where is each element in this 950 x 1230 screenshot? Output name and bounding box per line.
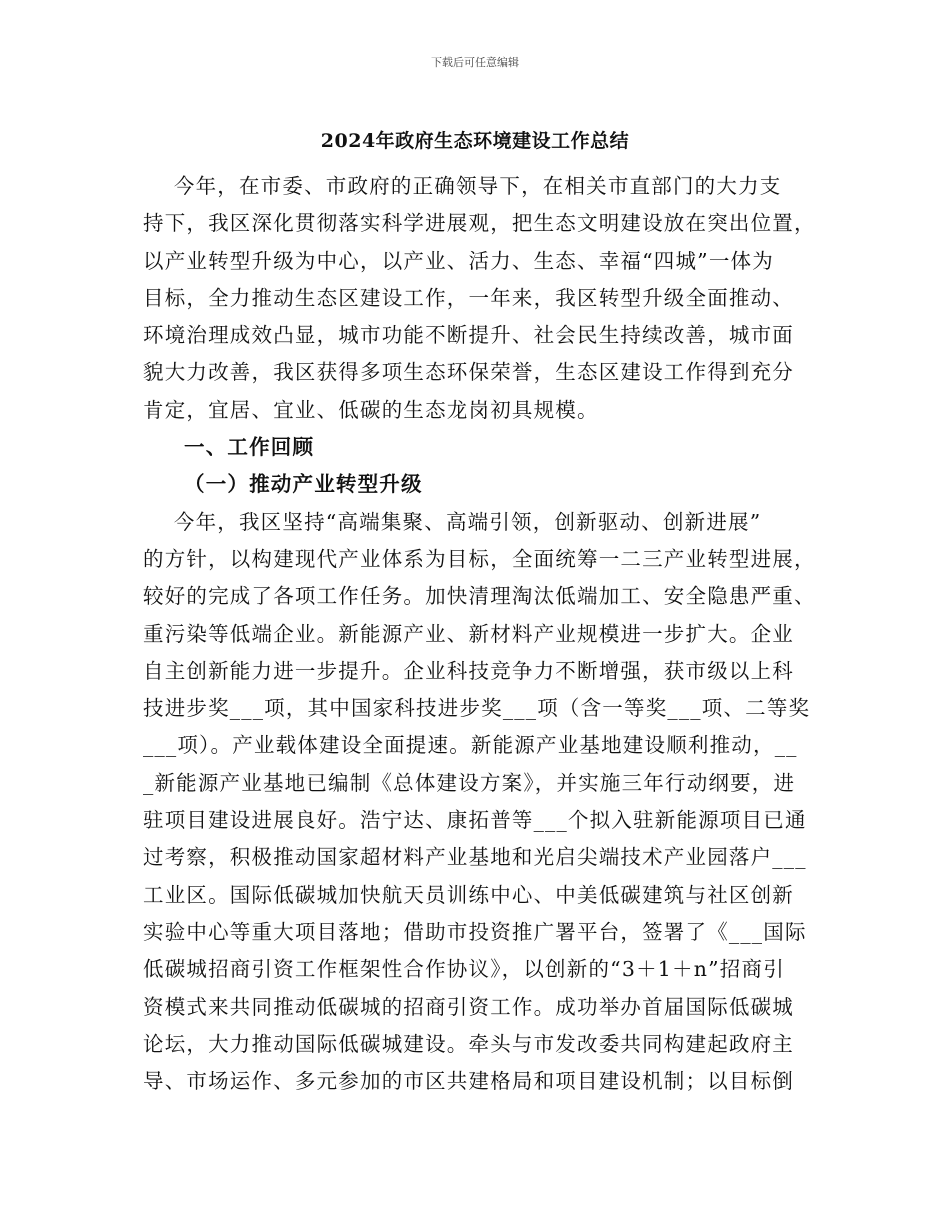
text-line: 过考察，积极推动国家超材料产业基地和光启尖端技术产业园落户___ <box>143 845 807 870</box>
text-line: 实验中心等重大项目落地；借助市投资推广署平台，签署了《___国际 <box>143 919 807 944</box>
text-line: 今年，在市委、市政府的正确领导下，在相关市直部门的大力支 <box>143 174 782 198</box>
section-heading: 一、工作回顾 <box>184 435 315 460</box>
text-line: 较好的完成了各项工作任务。加快清理淘汰低端加工、安全隐患严重、 <box>143 584 816 609</box>
document-body <box>143 168 815 1100</box>
text-line: 持下，我区深化贯彻落实科学进展观，把生态文明建设放在突出位置， <box>143 211 816 236</box>
text-line: 的方针，以构建现代产业体系为目标，全面统筹一二三产业转型进展， <box>143 546 816 571</box>
text-line: 目标，全力推动生态区建设工作，一年来，我区转型升级全面推动、 <box>143 285 794 310</box>
text-line: ___项）。产业载体建设全面提速。新能源产业基地建设顺利推动，__ <box>143 733 798 758</box>
body-paragraph <box>143 504 815 1101</box>
text-line: 论坛，大力推动国际低碳城建设。牵头与市发改委共同构建起政府主 <box>143 1031 794 1056</box>
text-line: 自主创新能力进一步提升。企业科技竞争力不断增强，获市级以上科 <box>143 658 794 683</box>
document-title: 2024年政府生态环境建设工作总结 <box>320 130 630 152</box>
subsection-heading: （一）推动产业转型升级 <box>184 472 423 497</box>
text-line: 资模式来共同推动低碳城的招商引资工作。成功举办首届国际低碳城 <box>143 994 794 1019</box>
text-line: 低碳城招商引资工作框架性合作协议》，以创新的“3＋1＋n”招商引 <box>143 957 785 982</box>
intro-paragraph <box>143 168 815 429</box>
header-note: 下载后可任意编辑 <box>431 56 519 69</box>
text-line: 今年，我区坚持“高端集聚、高端引领，创新驱动、创新进展” <box>143 509 762 534</box>
text-line: 肯定，宜居、宜业、低碳的生态龙岗初具规模。 <box>143 397 599 422</box>
text-line: _新能源产业基地已编制《总体建设方案》，并实施三年行动纲要，进 <box>143 770 796 795</box>
text-line: 导、市场运作、多元参加的市区共建格局和项目建设机制；以目标倒 <box>143 1069 794 1094</box>
text-line: 重污染等低端企业。新能源产业、新材料产业规模进一步扩大。企业 <box>143 621 794 646</box>
text-line: 貌大力改善，我区获得多项生态环保荣誉，生态区建设工作得到充分 <box>143 360 794 385</box>
text-line: 环境治理成效凸显，城市功能不断提升、社会民生持续改善，城市面 <box>143 323 794 348</box>
text-line: 以产业转型升级为中心，以产业、活力、生态、幸福“四城”一体为 <box>143 248 774 273</box>
text-line: 技进步奖___项，其中国家科技进步奖___项（含一等奖___项、二等奖 <box>143 696 811 721</box>
text-line: 驻项目建设进展良好。浩宁达、康拓普等___个拟入驻新能源项目已通 <box>143 808 807 833</box>
text-line: 工业区。国际低碳城加快航天员训练中心、中美低碳建筑与社区创新 <box>143 882 794 907</box>
